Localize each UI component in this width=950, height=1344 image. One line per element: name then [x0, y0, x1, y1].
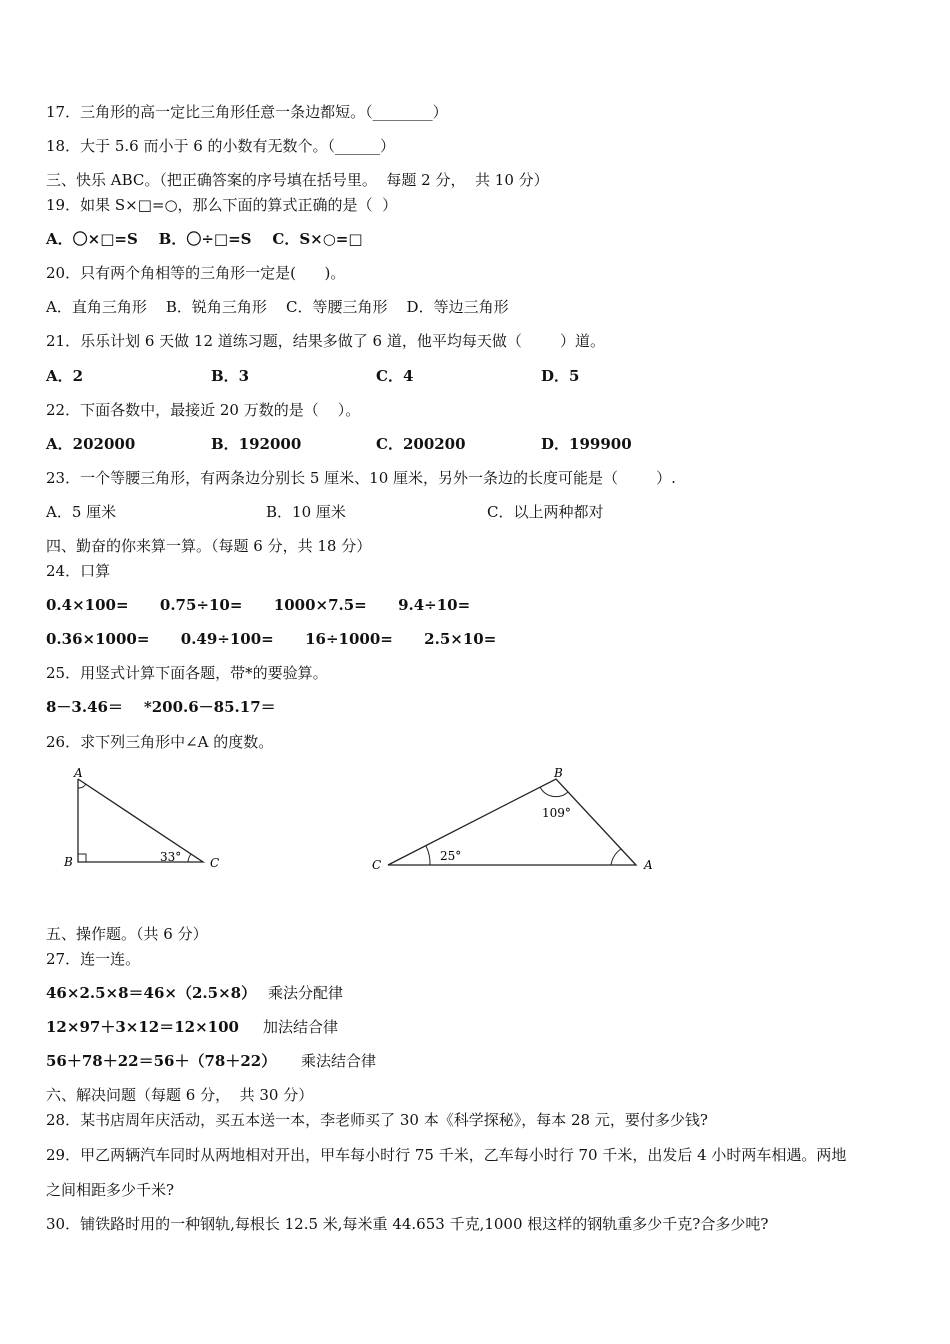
question-19: 19．如果 S×□=○，那么下面的算式正确的是（ ） [46, 196, 398, 214]
triangle-figure-2 [368, 765, 663, 875]
fig2-angle-b: 109° [542, 806, 571, 820]
q23-option-a: A．5 厘米 [46, 503, 117, 521]
q23-option-c: C．以上两种都对 [487, 503, 604, 521]
q21-option-a: A．2 [46, 367, 84, 385]
question-21: 21．乐乐计划 6 天做 12 道练习题，结果多做了 6 道，他平均每天做（ ）道。 [46, 332, 606, 350]
section-4-title: 四、勤奋的你来算一算。（每题 6 分，共 18 分） [46, 537, 372, 555]
q27-law-3: 乘法结合律 [301, 1052, 377, 1070]
fig1-label-c: C [210, 856, 220, 870]
q27-law-1: 乘法分配律 [268, 984, 344, 1002]
q27-expr-1: 46×2.5×8＝46×（2.5×8） [46, 984, 257, 1002]
section-5-title: 五、操作题。（共 6 分） [46, 925, 208, 943]
q22-option-d: D．199900 [541, 435, 632, 453]
fig2-label-a: A [644, 858, 653, 872]
fig1-label-b: B [64, 855, 73, 869]
q23-option-b: B．10 厘米 [266, 503, 346, 521]
q24-row-1: 0.4×100= 0.75÷10= 1000×7.5= 9.4÷10= [46, 596, 471, 614]
angle-c2-arc [426, 846, 430, 865]
question-20-options: A．直角三角形 B．锐角三角形 C．等腰三角形 D．等边三角形 [46, 298, 509, 316]
question-20: 20．只有两个角相等的三角形一定是( )。 [46, 264, 346, 282]
fig2-angle-c: 25° [440, 849, 462, 863]
fig2-label-b: B [554, 766, 563, 780]
question-27: 27．连一连。 [46, 950, 141, 968]
question-30: 30．铺铁路时用的一种钢轨,每根长 12.5 米,每米重 44.653 千克,1000 根这样的钢轨重多少千克?合多少吨? [46, 1215, 769, 1233]
q22-option-a: A．202000 [46, 435, 136, 453]
q27-expr-3: 56＋78＋22＝56＋（78＋22） [46, 1052, 277, 1070]
angle-b-arc [540, 787, 568, 797]
fig2-label-c: C [372, 858, 382, 872]
q21-option-b: B．3 [211, 367, 250, 385]
question-29-line-1: 29．甲乙两辆汽车同时从两地相对开出，甲车每小时行 75 千米，乙车每小时行 70 千米，出发后 4 小时两车相遇。两地 [46, 1146, 847, 1164]
fig1-angle-c: 33° [160, 850, 182, 864]
angle-a2-arc [611, 849, 621, 865]
q24-row-2: 0.36×1000= 0.49÷100= 16÷1000= 2.5×10= [46, 630, 497, 648]
question-24: 24．口算 [46, 562, 111, 580]
question-26: 26．求下列三角形中∠A 的度数。 [46, 733, 274, 751]
q27-expr-2: 12×97＋3×12＝12×100 [46, 1018, 239, 1036]
question-22: 22．下面各数中，最接近 20 万数的是（ ）。 [46, 401, 361, 419]
angle-c-arc [188, 854, 191, 862]
section-3-title: 三、快乐 ABC。（把正确答案的序号填在括号里。 每题 2 分， 共 10 分） [46, 171, 549, 189]
triangle-figure-1 [60, 765, 230, 875]
q27-law-2: 加法结合律 [263, 1018, 339, 1036]
q21-option-c: C．4 [376, 367, 414, 385]
section-6-title: 六、解决问题（每题 6 分， 共 30 分） [46, 1086, 314, 1104]
question-25: 25．用竖式计算下面各题，带*的要验算。 [46, 664, 328, 682]
angle-a-arc [78, 784, 86, 788]
question-17: 17．三角形的高一定比三角形任意一条边都短。（________） [46, 103, 448, 121]
question-19-options: A．〇×□=S B．〇÷□=S C．S×○=□ [46, 230, 363, 248]
q22-option-b: B．192000 [211, 435, 302, 453]
question-18: 18．大于 5.6 而小于 6 的小数有无数个。（______） [46, 137, 396, 155]
question-28: 28．某书店周年庆活动，买五本送一本，李老师买了 30 本《科学探秘》，每本 28 元，要付多少钱? [46, 1111, 708, 1129]
q21-option-d: D．5 [541, 367, 580, 385]
triangle-2-outline [388, 779, 636, 865]
question-29-line-2: 之间相距多少千米? [46, 1181, 175, 1199]
q25-row: 8－3.46＝ *200.6－85.17＝ [46, 698, 276, 716]
fig1-label-a: A [74, 766, 83, 780]
q22-option-c: C．200200 [376, 435, 466, 453]
right-angle-mark [78, 854, 86, 862]
question-23: 23．一个等腰三角形，有两条边分别长 5 厘米、10 厘米，另外一条边的长度可能是（ ）. [46, 469, 676, 487]
triangle-1-outline [78, 779, 203, 862]
